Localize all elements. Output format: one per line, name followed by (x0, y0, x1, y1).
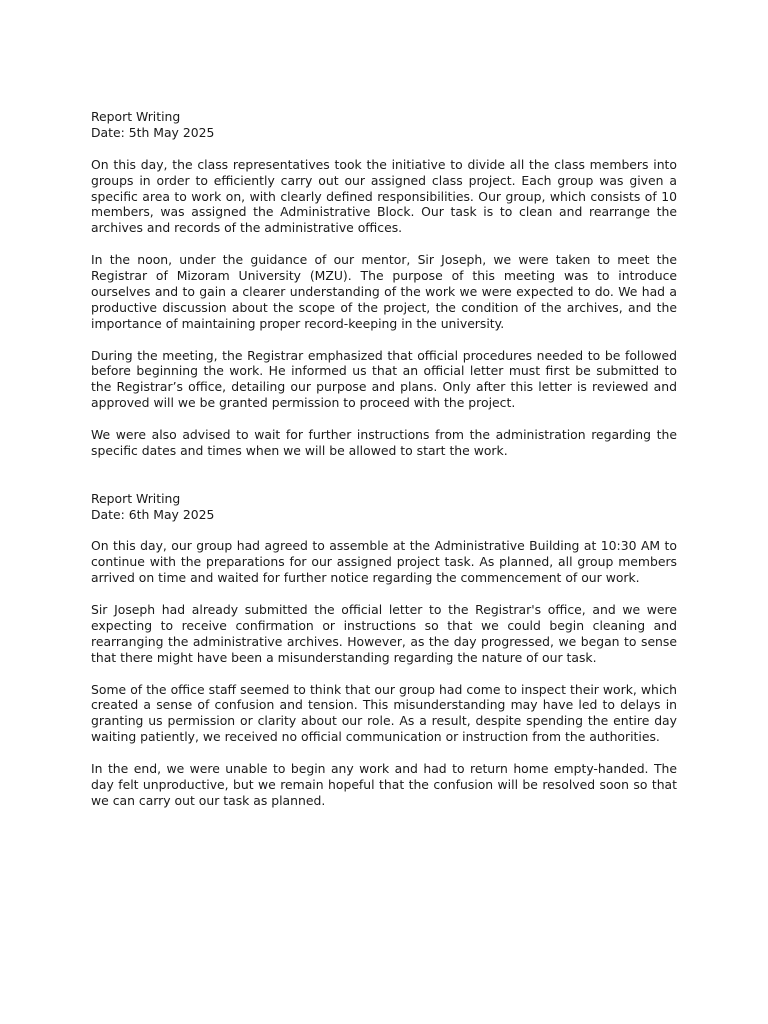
report-heading: Report Writing (91, 490, 181, 506)
report-paragraph: In the noon, under the guidance of our mentor, Sir Joseph, we were taken to meet the Registrar of Mizoram University (MZU). The purpose of this meeting was to introduce ourselves and to gain a clearer understanding of the work we were expected to do. We had a productive discussion about the scope of the project, the condition of the archives, and the importance of maintaining proper record-keeping in the university. (91, 252, 677, 331)
report-paragraph: On this day, our group had agreed to assemble at the Administrative Building at 10:30 AM to continue with the preparations for our assigned project task. As planned, all group members arrived on time and waited for further notice regarding the commencement of our work. (91, 538, 677, 586)
report-paragraph: Sir Joseph had already submitted the official letter to the Registrar's office, and we were expecting to receive confirmation or instructions so that we could begin cleaning and rearranging the administrative archives. However, as the day progressed, we began to sense that there might have been a misunderstanding regarding the nature of our task. (91, 601, 677, 665)
report-date: Date: 6th May 2025 (91, 506, 215, 522)
report-heading: Report Writing (91, 109, 181, 124)
report-entry-1 (91, 109, 677, 459)
entry-header (91, 109, 677, 141)
entry-header (91, 491, 677, 523)
document-body (91, 109, 677, 809)
report-entry-2 (91, 491, 677, 809)
report-paragraph: We were also advised to wait for further instructions from the administration regarding the specific dates and times when we will be allowed to start the work. (91, 427, 677, 458)
report-date: Date: 5th May 2025 (91, 124, 215, 140)
report-paragraph: During the meeting, the Registrar emphasized that official procedures needed to be followed before beginning the work. He informed us that an official letter must first be submitted to the Registrar’s office, detailing our purpose and plans. Only after this letter is reviewed and approved will we be granted permission to proceed with the project. (91, 347, 677, 411)
report-paragraph: On this day, the class representatives took the initiative to divide all the class members into groups in order to efficiently carry out our assigned class project. Each group was given a specific area to work on, with clearly defined responsibilities. Our group, which consists of 10 members, was assigned the Administrative Block. Our task is to clean and rearrange the archives and records of the administrative offices. (91, 156, 677, 236)
report-paragraph: In the end, we were unable to begin any work and had to return home empty-handed. The day felt unproductive, but we remain hopeful that the confusion will be resolved soon so that we can carry out our task as planned. (91, 761, 677, 808)
report-paragraph: Some of the office staff seemed to think that our group had come to inspect their work, which created a sense of confusion and tension. This misunderstanding may have led to delays in granting us permission or clarity about our role. As a result, despite spending the entire day waiting patiently, we received no official communication or instruction from the authorities. (91, 681, 677, 745)
